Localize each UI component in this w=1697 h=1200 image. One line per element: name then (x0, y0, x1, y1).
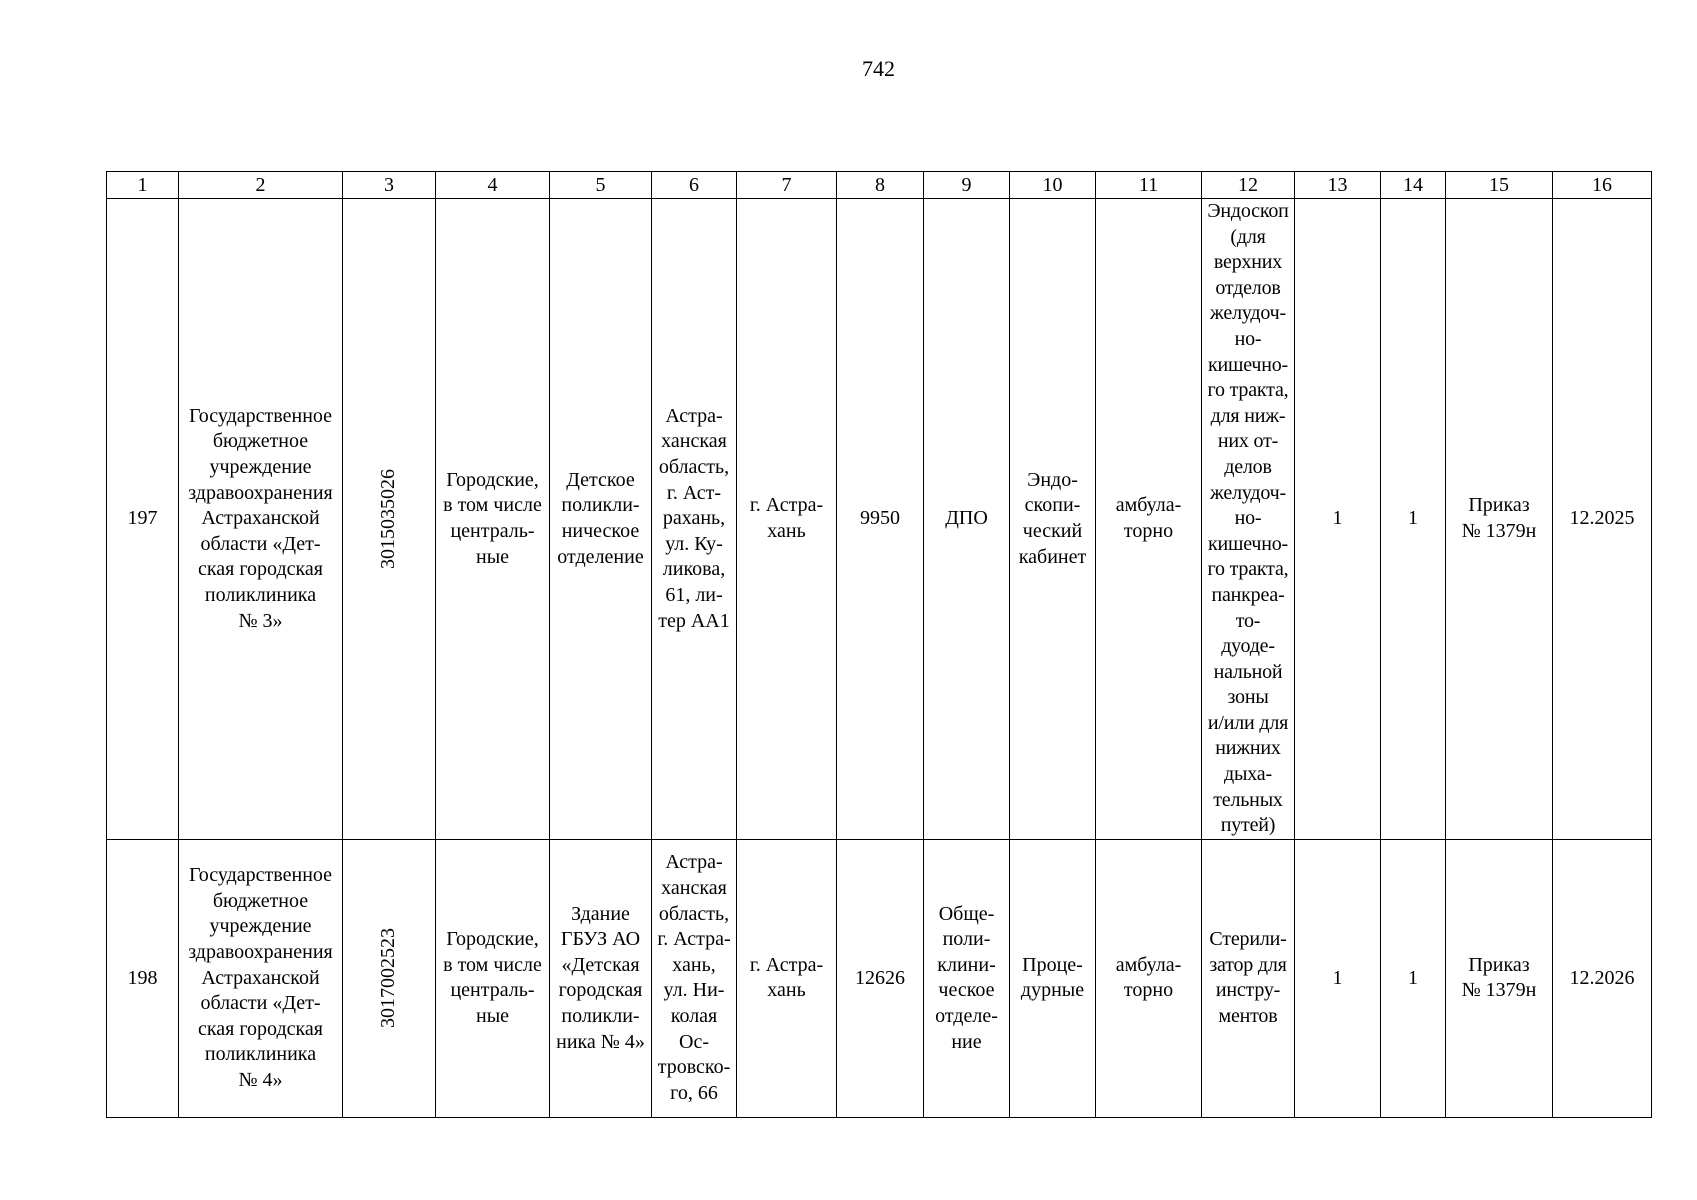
department-cell (924, 199, 1010, 840)
target-date: 12.2025 (1569, 507, 1635, 530)
column-number-header: 3 (343, 172, 436, 199)
room-cell (1010, 199, 1096, 840)
building-cell (550, 199, 652, 840)
building-name: Детское поликли- ническое отделение (557, 468, 644, 568)
column-number-header: 13 (1295, 172, 1381, 199)
address-cell (652, 199, 737, 840)
date-cell (1553, 199, 1652, 840)
equipment: Стерили- затор для инстру- ментов (1209, 928, 1287, 1027)
registry-table (106, 171, 1652, 1118)
date-cell (1553, 839, 1652, 1117)
room-cell (1010, 839, 1096, 1117)
column-number-header: 1 (107, 172, 179, 199)
settlement-type-cell (436, 839, 550, 1117)
settlement-type: Городские, в том числе централь- ные (443, 468, 542, 568)
quantity: 1 (1332, 966, 1343, 989)
population: 9950 (860, 507, 900, 530)
row-number: 197 (127, 507, 158, 530)
settlement-type: Городские, в том числе централь- ные (443, 928, 542, 1027)
quantity-cell (1295, 839, 1381, 1117)
column-number-header: 14 (1381, 172, 1446, 199)
inn-cell (343, 199, 436, 840)
table-row (107, 839, 1652, 1117)
care-condition: амбула- торно (1115, 953, 1182, 1002)
column-number-header: 16 (1553, 172, 1652, 199)
city-cell (737, 199, 837, 840)
organization-name-cell (179, 199, 343, 840)
column-number-header: 15 (1446, 172, 1553, 199)
column-number-header: 8 (837, 172, 924, 199)
quantity-planned-cell (1381, 199, 1446, 840)
target-date: 12.2026 (1569, 966, 1635, 989)
care-condition: амбула- торно (1115, 494, 1182, 542)
organization-name: Государственное бюджетное учреждение здравоохранения Астраханской области «Дет- ская городская поликлиника № 3» (188, 404, 333, 632)
care-condition-cell (1096, 839, 1202, 1117)
row-number-cell (107, 839, 179, 1117)
order-reference: Приказ № 1379н (1461, 494, 1537, 542)
inn-value: 3015035026 (377, 468, 400, 569)
city: г. Астра- хань (749, 953, 824, 1002)
row-number: 198 (127, 966, 158, 989)
room: Эндо- скопи- ческий кабинет (1018, 468, 1087, 568)
care-condition-cell (1096, 199, 1202, 840)
order-cell (1446, 199, 1553, 840)
order-reference: Приказ № 1379н (1461, 953, 1537, 1002)
organization-name: Государственное бюджетное учреждение здравоохранения Астраханской области «Дет- ская городская поликлиника № 4» (188, 864, 333, 1091)
table-row (107, 199, 1652, 840)
department-cell (924, 839, 1010, 1117)
organization-name-cell (179, 839, 343, 1117)
quantity-planned: 1 (1408, 966, 1418, 989)
quantity-planned-cell (1381, 839, 1446, 1117)
quantity-planned: 1 (1408, 507, 1418, 530)
column-number-header: 2 (179, 172, 343, 199)
quantity: 1 (1332, 507, 1343, 530)
page-number: 742 (862, 56, 895, 81)
population-cell (837, 839, 924, 1117)
column-number-header: 7 (737, 172, 837, 199)
department: Обще- поли- клини- ческое отделе- ние (935, 902, 998, 1053)
column-number-row (107, 172, 1652, 199)
city-cell (737, 839, 837, 1117)
settlement-type-cell (436, 199, 550, 840)
column-number-header: 11 (1096, 172, 1202, 199)
building-cell (550, 839, 652, 1117)
order-cell (1446, 839, 1553, 1117)
address: Астра- ханская область, г. Аст- рахань, ул. Ку- ликова, 61, ли- тер АА1 (658, 404, 730, 632)
column-number-header: 6 (652, 172, 737, 199)
column-number-header: 12 (1202, 172, 1295, 199)
address-cell (652, 839, 737, 1117)
column-number-header: 9 (924, 172, 1010, 199)
column-number-header: 5 (550, 172, 652, 199)
address: Астра- ханская область, г. Астра- хань, ул. Ни- колая Ос- тровско- го, 66 (657, 851, 731, 1104)
population-cell (837, 199, 924, 840)
equipment-cell (1202, 199, 1295, 840)
equipment-cell (1202, 839, 1295, 1117)
population: 12626 (855, 966, 905, 989)
building-name: Здание ГБУЗ АО «Детская городская поликли- ника № 4» (556, 902, 645, 1053)
row-number-cell (107, 199, 179, 840)
column-number-header: 4 (436, 172, 550, 199)
quantity-cell (1295, 199, 1381, 840)
inn-value: 3017002523 (377, 928, 400, 1029)
column-number-header: 10 (1010, 172, 1096, 199)
department: ДПО (945, 507, 988, 530)
equipment: Эндоскоп (для верхних отделов желудоч- но- кишечно- го тракта, для ниж- них от- делов желудоч- но- кишечно- го тракта, панкреа- то- дуоде- нальной зоны и/или для нижних дыха- тельных путей) (1207, 200, 1289, 837)
inn-cell (343, 839, 436, 1117)
room: Проце- дурные (1020, 953, 1085, 1002)
city: г. Астра- хань (749, 494, 824, 542)
